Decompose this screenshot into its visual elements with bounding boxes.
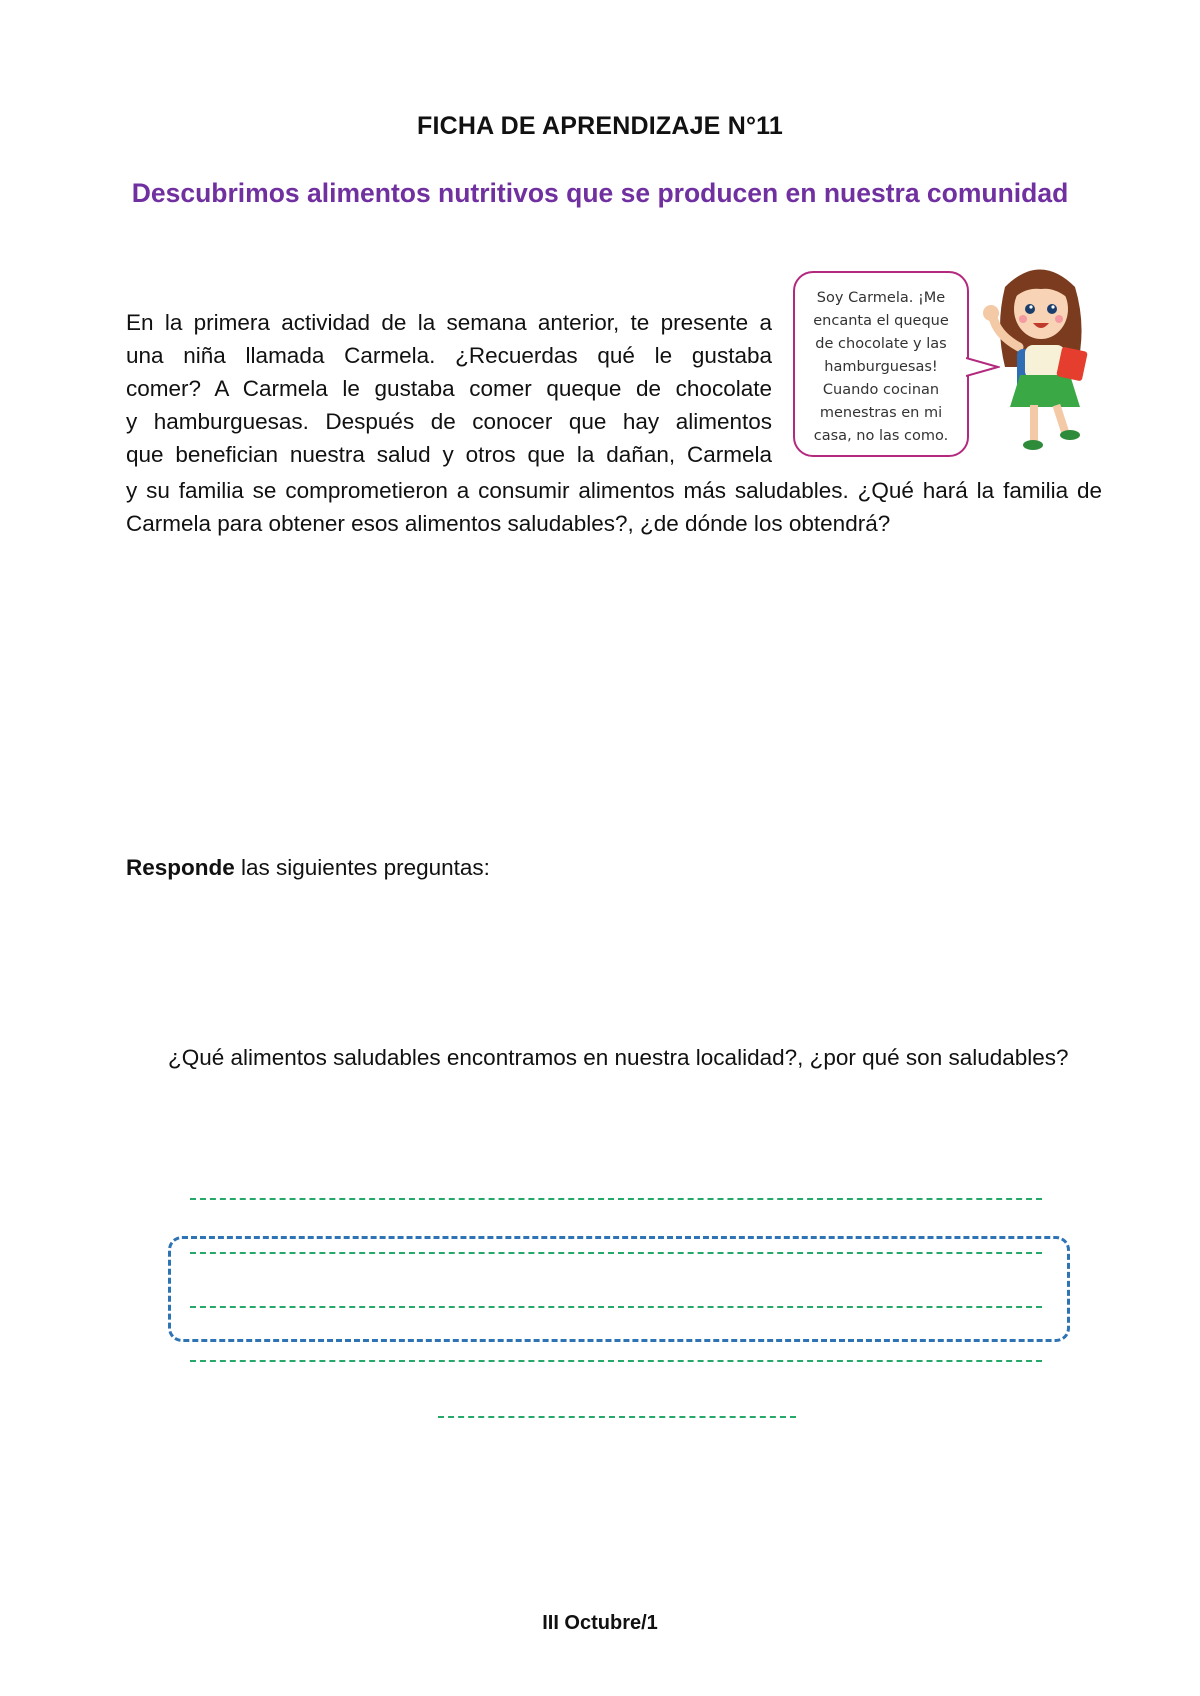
question-text: ¿Qué alimentos saludables encontramos en nuestra localidad?, ¿por qué son saludables? xyxy=(168,1045,1069,1070)
intro-paragraph xyxy=(126,306,772,471)
girl-illustration xyxy=(975,257,1110,462)
answer-line[interactable] xyxy=(190,1306,1042,1308)
intro-line: una niña llamada Carmela. ¿Recuerdas qué le gustaba xyxy=(126,343,772,368)
page-footer: III Octubre/1 xyxy=(542,1612,658,1634)
instruction-bold: Responde xyxy=(126,855,235,880)
page-subtitle: Descubrimos alimentos nutritivos que se producen en nuestra comunidad xyxy=(131,178,1069,208)
answer-line[interactable] xyxy=(190,1360,1042,1362)
answer-line[interactable] xyxy=(190,1198,1042,1200)
intro-continuation: y su familia se comprometieron a consumir alimentos más saludables. ¿Qué hará la familia de Carmela para obtener esos alimentos saludables?, ¿de dónde los obtendrá? xyxy=(126,478,1102,536)
intro-line: En la primera actividad de la semana anterior, te presente a xyxy=(126,310,772,335)
answer-line[interactable] xyxy=(190,1252,1042,1254)
instruction xyxy=(126,855,490,881)
page-title: FICHA DE APRENDIZAJE N°11 xyxy=(417,112,783,140)
speech-bubble: Soy Carmela. ¡Me encanta el queque de chocolate y las hamburguesas! Cuando cocinan menestras en mi casa, no las como. xyxy=(793,271,969,457)
answer-line[interactable] xyxy=(438,1416,796,1418)
intro-line: que benefician nuestra salud y otros que la dañan, Carmela xyxy=(126,442,772,467)
intro-line: comer? A Carmela le gustaba comer queque de chocolate xyxy=(126,376,772,401)
intro-line: y hamburguesas. Después de conocer que hay alimentos xyxy=(126,409,772,434)
instruction-rest: las siguientes preguntas: xyxy=(234,855,490,880)
